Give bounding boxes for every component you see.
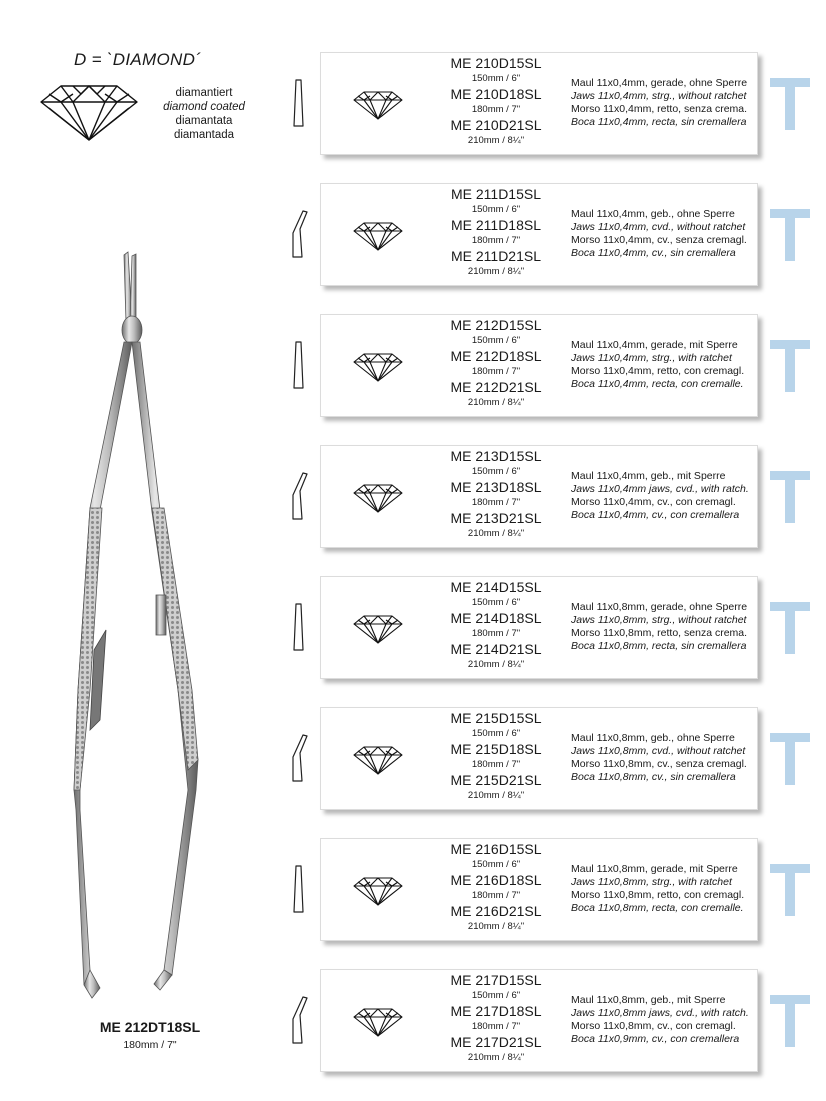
model-size: 180mm / 7" [471,628,521,639]
t-shape-icon [770,995,810,1047]
model-size: 150mm / 6" [471,597,521,608]
model-codes [431,448,561,541]
product-description [571,339,757,391]
model-size: 210mm / 8¼" [467,266,525,277]
curved-jaw-tip-icon [288,471,310,521]
product-card [320,314,758,417]
product-row [0,183,826,288]
model-code: ME 217D18SL [450,1003,542,1019]
t-shape-icon [770,471,810,523]
description-en: Jaws 11x0,4mm, strg., without ratchet [571,90,747,102]
description-it: Morso 11x0,8mm, cv., con cremagl. [571,1020,736,1032]
model-size: 210mm / 8¼" [467,528,525,539]
product-card [320,52,758,155]
diamond-icon [353,744,403,776]
product-description [571,208,757,260]
legend-line-de: diamantiert [175,87,233,99]
description-en: Jaws 11x0,4mm, cvd., without ratchet [571,221,746,233]
model-code: ME 214D21SL [450,641,542,657]
straight-jaw-tip-icon [288,602,310,652]
legend-line-es: diamantada [173,129,235,141]
product-card [320,969,758,1072]
product-card [320,445,758,548]
model-code: ME 215D21SL [450,772,542,788]
description-en: Jaws 11x0,8mm, strg., with ratchet [571,876,732,888]
description-es: Boca 11x0,8mm, recta, con cremalle. [571,902,744,914]
model-size: 210mm / 8¼" [467,397,525,408]
diamond-icon [353,89,403,121]
model-size: 150mm / 6" [471,466,521,477]
straight-jaw-tip-icon [288,78,310,128]
product-row [0,969,826,1074]
product-description [571,994,757,1046]
main-instrument-model: ME 212DT18SL [99,1019,201,1035]
product-row [0,707,826,812]
model-size: 180mm / 7" [471,366,521,377]
description-en: Jaws 11x0,8mm jaws, cvd., with ratch. [571,1007,749,1019]
model-size: 150mm / 6" [471,204,521,215]
product-row [0,838,826,943]
model-code: ME 216D15SL [450,841,542,857]
product-card [320,838,758,941]
product-card [320,183,758,286]
model-code: ME 215D15SL [450,710,542,726]
model-size: 210mm / 8¼" [467,790,525,801]
diamond-icon [353,220,403,252]
product-description [571,77,757,129]
description-de: Maul 11x0,4mm, gerade, mit Sperre [571,339,738,351]
main-instrument-size: 180mm / 7" [123,1039,177,1051]
description-de: Maul 11x0,8mm, gerade, ohne Sperre [571,601,748,613]
description-en: Jaws 11x0,4mm, strg., with ratchet [571,352,732,364]
model-size: 150mm / 6" [471,859,521,870]
diamond-icon [353,875,403,907]
model-code: ME 210D21SL [450,117,542,133]
curved-jaw-tip-icon [288,733,310,783]
model-code: ME 215D18SL [450,741,542,757]
t-shape-icon [770,209,810,261]
description-de: Maul 11x0,8mm, geb., mit Sperre [571,994,726,1006]
description-it: Morso 11x0,8mm, cv., senza cremagl. [571,758,747,770]
model-code: ME 213D21SL [450,510,542,526]
product-description [571,601,757,653]
diamond-icon [353,613,403,645]
product-description [571,470,757,522]
description-de: Maul 11x0,4mm, geb., mit Sperre [571,470,726,482]
description-it: Morso 11x0,4mm, cv., senza cremagl. [571,234,747,246]
description-en: Jaws 11x0,8mm, cvd., without ratchet [571,745,746,757]
diamond-icon [353,351,403,383]
description-it: Morso 11x0,8mm, retto, senza crema. [571,627,748,639]
model-size: 150mm / 6" [471,73,521,84]
product-description [571,732,757,784]
description-en: Jaws 11x0,4mm jaws, cvd., with ratch. [571,483,749,495]
model-size: 180mm / 7" [471,235,521,246]
model-code: ME 212D15SL [450,317,542,333]
legend-title: D = `DIAMOND´ [74,50,202,69]
product-row [0,52,826,157]
description-es: Boca 11x0,8mm, recta, sin cremallera [571,640,747,652]
model-code: ME 210D15SL [450,55,542,71]
model-code: ME 212D21SL [450,379,542,395]
diamond-icon [353,482,403,514]
product-card [320,707,758,810]
model-size: 180mm / 7" [471,104,521,115]
legend-line-it: diamantata [175,115,233,127]
model-size: 150mm / 6" [471,335,521,346]
description-es: Boca 11x0,9mm, cv., con cremallera [571,1033,740,1045]
model-code: ME 213D15SL [450,448,542,464]
description-es: Boca 11x0,4mm, cv., con cremallera [571,509,740,521]
curved-jaw-tip-icon [288,995,310,1045]
straight-jaw-tip-icon [288,864,310,914]
model-codes [431,186,561,279]
model-codes [431,841,561,934]
model-codes [431,579,561,672]
legend-line-en: diamond coated [163,101,245,113]
model-code: ME 216D18SL [450,872,542,888]
t-shape-icon [770,78,810,130]
description-es: Boca 11x0,4mm, recta, con cremalle. [571,378,744,390]
straight-jaw-tip-icon [288,340,310,390]
model-size: 180mm / 7" [471,759,521,770]
t-shape-icon [770,733,810,785]
model-codes [431,55,561,148]
model-code: ME 211D15SL [450,186,541,202]
model-code: ME 211D21SL [450,248,541,264]
product-card [320,576,758,679]
model-size: 150mm / 6" [471,990,521,1001]
model-code: ME 212D18SL [450,348,542,364]
model-codes [431,317,561,410]
model-code: ME 216D21SL [450,903,542,919]
model-code: ME 213D18SL [450,479,542,495]
model-size: 210mm / 8¼" [467,921,525,932]
description-it: Morso 11x0,4mm, cv., con cremagl. [571,496,736,508]
model-size: 210mm / 8¼" [467,135,525,146]
description-de: Maul 11x0,8mm, geb., ohne Sperre [571,732,735,744]
product-row [0,445,826,550]
model-code: ME 211D18SL [450,217,541,233]
curved-jaw-tip-icon [288,209,310,259]
description-it: Morso 11x0,4mm, retto, senza crema. [571,103,748,115]
description-de: Maul 11x0,4mm, gerade, ohne Sperre [571,77,748,89]
description-en: Jaws 11x0,8mm, strg., without ratchet [571,614,747,626]
model-code: ME 217D21SL [450,1034,542,1050]
model-code: ME 210D18SL [450,86,542,102]
model-size: 210mm / 8¼" [467,1052,525,1063]
model-size: 180mm / 7" [471,497,521,508]
description-es: Boca 11x0,4mm, recta, sin cremallera [571,116,747,128]
model-size: 180mm / 7" [471,890,521,901]
product-row [0,576,826,681]
product-row [0,314,826,419]
description-de: Maul 11x0,8mm, gerade, mit Sperre [571,863,738,875]
description-es: Boca 11x0,8mm, cv., sin cremallera [571,771,736,783]
description-es: Boca 11x0,4mm, cv., sin cremallera [571,247,736,259]
description-it: Morso 11x0,8mm, retto, con cremagl. [571,889,745,901]
description-de: Maul 11x0,4mm, geb., ohne Sperre [571,208,735,220]
t-shape-icon [770,864,810,916]
diamond-icon [353,1006,403,1038]
model-size: 210mm / 8¼" [467,659,525,670]
model-code: ME 217D15SL [450,972,542,988]
model-codes [431,972,561,1065]
model-size: 180mm / 7" [471,1021,521,1032]
t-shape-icon [770,602,810,654]
model-code: ME 214D15SL [450,579,542,595]
description-it: Morso 11x0,4mm, retto, con cremagl. [571,365,745,377]
model-codes [431,710,561,803]
product-description [571,863,757,915]
model-size: 150mm / 6" [471,728,521,739]
model-code: ME 214D18SL [450,610,542,626]
t-shape-icon [770,340,810,392]
